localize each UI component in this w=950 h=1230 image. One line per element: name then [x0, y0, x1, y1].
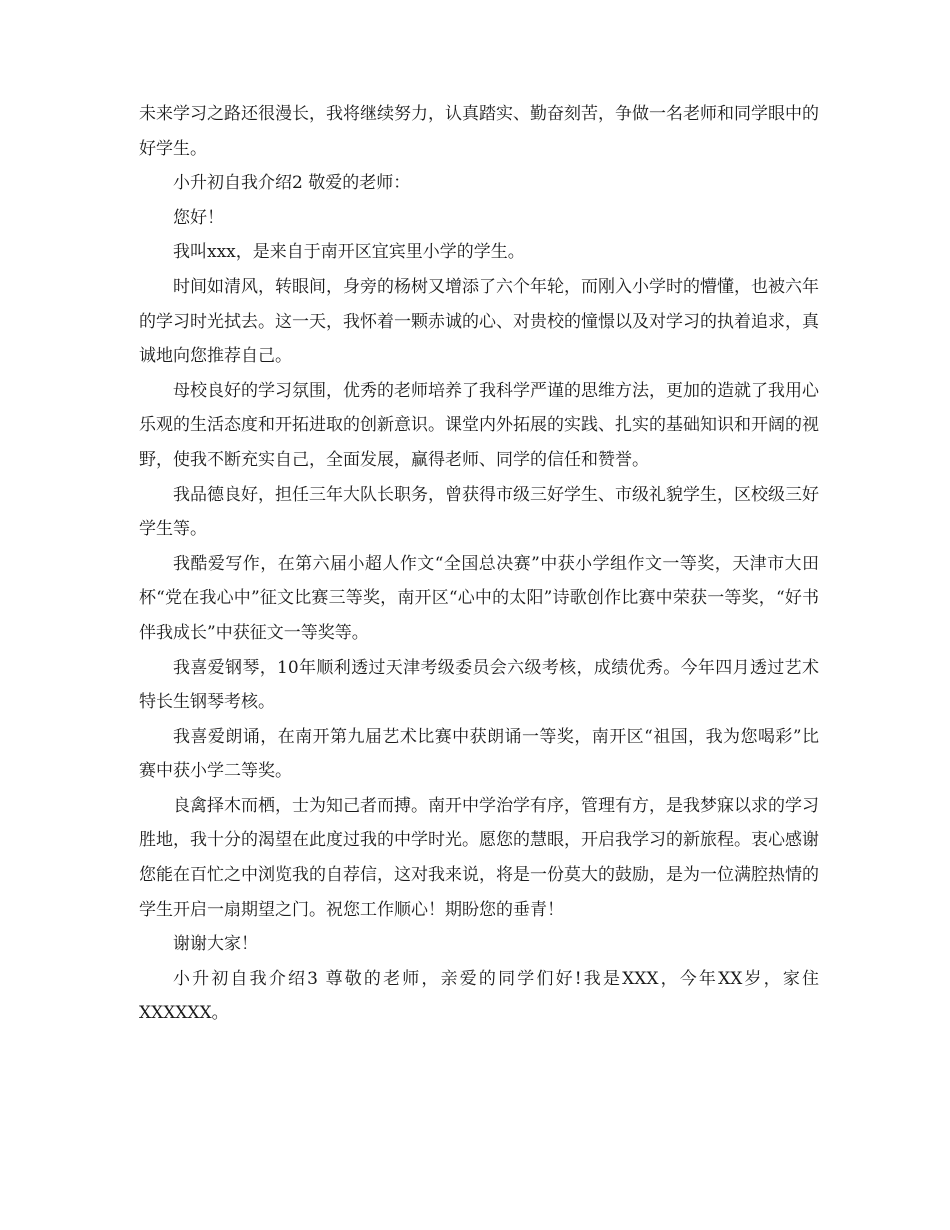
paragraph-11: 良禽择木而栖，士为知己者而搏。南开中学治学有序，管理有方，是我梦寐以求的学习胜地，我十分的渴望在此度过我的中学时光。愿您的慧眼，开启我学习的新旅程。衷心感谢您能在百忙之中浏览我的自荐信，这对我来说，将是一份莫大的鼓励，是为一位满腔热情的学生开启一扇期望之门。祝您工作顺心！期盼您的垂青！ — [139, 795, 819, 920]
paragraph-1: 未来学习之路还很漫长，我将继续努力，认真踏实、勤奋刻苦，争做一名老师和同学眼中的好学生。 — [139, 104, 819, 159]
paragraph-6: 母校良好的学习氛围，优秀的老师培养了我科学严谨的思维方法，更加的造就了我用心乐观的生活态度和开拓进取的创新意识。课堂内外拓展的实践、扎实的基础知识和开阔的视野，使我不断充实自己，全面发展，赢得老师、同学的信任和赞誉。 — [139, 380, 819, 470]
paragraph-10: 我喜爱朗诵，在南开第九届艺术比赛中获朗诵一等奖，南开区“祖国，我为您喝彩”比赛中获小学二等奖。 — [139, 726, 819, 782]
paragraph-4: 我叫xxx，是来自于南开区宜宾里小学的学生。 — [173, 242, 525, 263]
document-body — [139, 97, 819, 1031]
paragraph-7: 我品德良好，担任三年大队长职务，曾获得市级三好学生、市级礼貌学生，区校级三好学生等。 — [139, 484, 819, 540]
paragraph-3-greeting: 您好！ — [173, 207, 224, 228]
paragraph-5: 时间如清风，转眼间，身旁的杨树又增添了六个年轮，而刚入小学时的懵懂，也被六年的学习时光拭去。这一天，我怀着一颗赤诚的心、对贵校的憧憬以及对学习的执着追求，真诚地向您推荐自己。 — [139, 276, 819, 367]
paragraph-13-heading: 小升初自我介绍3 尊敬的老师，亲爱的同学们好!我是XXX，今年XX岁，家住XXXXXX。 — [139, 968, 819, 1024]
paragraph-12-thanks: 谢谢大家！ — [173, 934, 258, 955]
paragraph-8: 我酷爱写作，在第六届小超人作文“全国总决赛”中获小学组作文一等奖，天津市大田杯“党在我心中”征文比赛三等奖，南开区“心中的太阳”诗歌创作比赛中荣获一等奖，“好书伴我成长”中获征文一等奖等。 — [139, 553, 819, 643]
paragraph-9: 我喜爱钢琴，10年顺利透过天津考级委员会六级考核，成绩优秀。今年四月透过艺术特长生钢琴考核。 — [139, 657, 819, 713]
paragraph-2-heading: 小升初自我介绍2 敬爱的老师： — [173, 173, 411, 194]
